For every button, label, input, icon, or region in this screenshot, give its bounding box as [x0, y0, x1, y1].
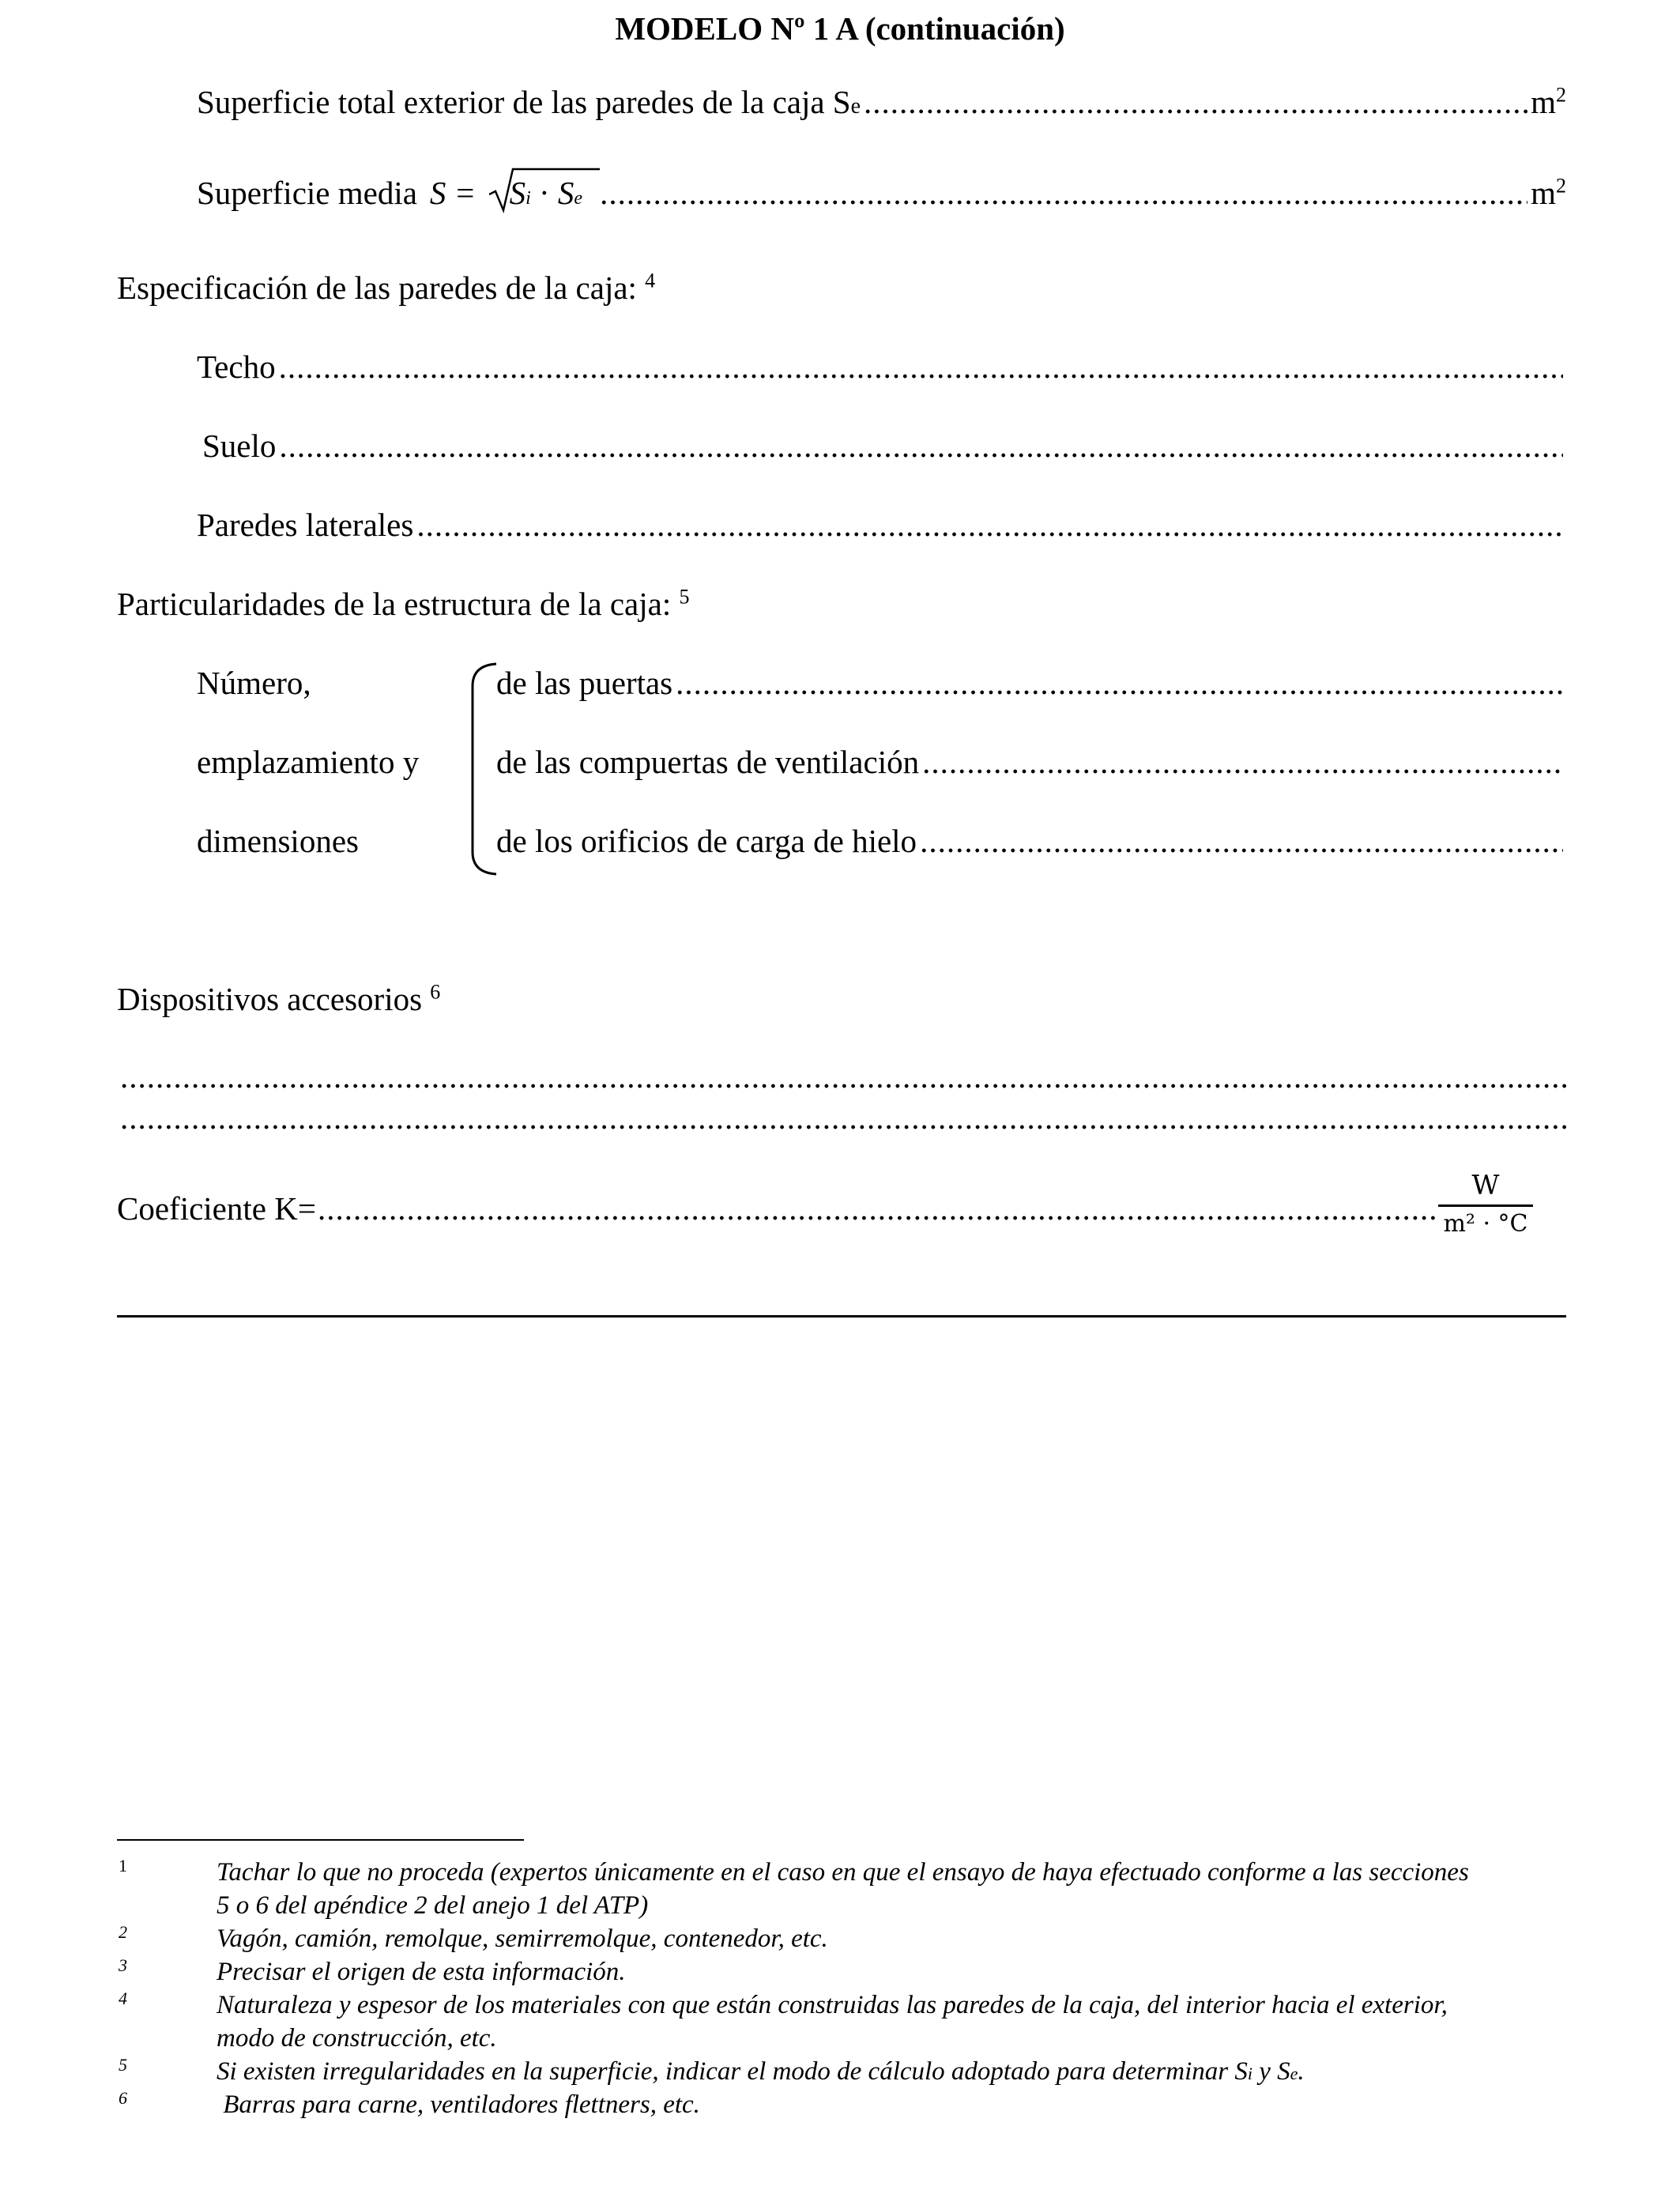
- accessories-line-1: [120, 1057, 1566, 1095]
- wall-item-techo: [197, 348, 1566, 386]
- fill-dots[interactable]: [600, 174, 1527, 212]
- structure-item-label: de las puertas: [496, 665, 673, 701]
- wall-item-paredes: [197, 506, 1566, 544]
- fill-dots[interactable]: [920, 822, 1563, 860]
- footnote-number: 3: [119, 1955, 127, 1975]
- footnote-text: Naturaleza y espesor de los materiales con que están construidas las paredes de la caja, del interior hacia el exterior, modo de construcción, etc.: [217, 1991, 1448, 2053]
- section-divider: [117, 1315, 1566, 1318]
- footnote-number: 5: [119, 2055, 127, 2075]
- structure-right-3: [496, 822, 1566, 860]
- structure-item-label: de las compuertas de ventilación: [496, 744, 920, 780]
- footnote-number: 2: [119, 1922, 127, 1942]
- footnote-text: Si existen irregularidades en la superficie, indicar el modo de cálculo adoptado para determinar Si y Se.: [217, 2057, 1305, 2086]
- fill-dots[interactable]: [279, 427, 1563, 465]
- fill-dots[interactable]: [279, 348, 1563, 386]
- fill-dots[interactable]: [120, 1057, 1566, 1095]
- surface-media-row: [197, 174, 1566, 212]
- unit-m2: $m^2$: [1531, 174, 1566, 211]
- wall-item-label: Paredes laterales: [197, 507, 414, 543]
- structure-right-2: [496, 743, 1566, 781]
- wall-item-label: Techo: [197, 349, 276, 385]
- fill-dots[interactable]: [676, 664, 1563, 702]
- fraction-bar: [1438, 1204, 1533, 1207]
- structure-left-2: emplazamiento y: [197, 744, 420, 780]
- fill-dots[interactable]: [922, 743, 1563, 781]
- footnote-number: 1: [119, 1856, 127, 1875]
- surface-media-label: Superficie media: [197, 175, 417, 211]
- accessories-line-2: [120, 1099, 1566, 1137]
- structure-left-1: Número,: [197, 665, 311, 701]
- unit-numerator: W: [1471, 1170, 1500, 1201]
- walls-spec-heading: Especificación de las paredes de la caja: $^4$: [117, 269, 656, 306]
- unit-denominator: m² · °C: [1443, 1210, 1528, 1238]
- footnote-divider: [117, 1839, 524, 1841]
- structure-right-1: [496, 664, 1566, 702]
- surface-media-formula: S = Si · Se: [430, 174, 582, 212]
- wall-item-label: Suelo: [202, 428, 277, 464]
- fill-dots[interactable]: [416, 506, 1563, 544]
- coefficient-row: [117, 1189, 1438, 1227]
- coefficient-label: Coeficiente K=: [117, 1190, 316, 1227]
- footnote-number: 6: [119, 2088, 127, 2108]
- structure-item-label: de los orificios de carga de hielo: [496, 823, 917, 859]
- structure-heading: Particularidades de la estructura de la caja: $^5$: [117, 585, 690, 622]
- surface-exterior-label: Superficie total exterior de las paredes de la caja Se: [197, 84, 861, 120]
- footnote-text: Barras para carne, ventiladores flettners, etc.: [217, 2090, 700, 2119]
- footnote-number: 4: [119, 1989, 127, 2008]
- fill-dots[interactable]: [120, 1099, 1566, 1137]
- wall-item-suelo: [202, 427, 1566, 465]
- bracket-icon: [468, 662, 499, 876]
- sqrt-icon: [489, 166, 600, 213]
- fill-dots[interactable]: [318, 1189, 1438, 1227]
- footnote-text: Tachar lo que no proceda (expertos únicamente en el caso en que el ensayo de haya efectuado conforme a las secciones 5 o 6 del apéndice 2 del anejo 1 del ATP): [217, 1858, 1469, 1920]
- surface-exterior-row: [197, 83, 1566, 121]
- footnote-text: Vagón, camión, remolque, semirremolque, contenedor, etc.: [217, 1924, 828, 1953]
- accessories-heading: Dispositivos accesorios $^6$: [117, 980, 441, 1017]
- structure-left-3: dimensiones: [197, 823, 359, 859]
- unit-m2: $m^2$: [1531, 83, 1566, 120]
- footnote-text: Precisar el origen de esta información.: [217, 1958, 626, 1986]
- fill-dots[interactable]: [864, 83, 1527, 121]
- coefficient-unit: [1438, 1170, 1533, 1238]
- page-title: MODELO Nº 1 A (continuación): [615, 10, 1065, 47]
